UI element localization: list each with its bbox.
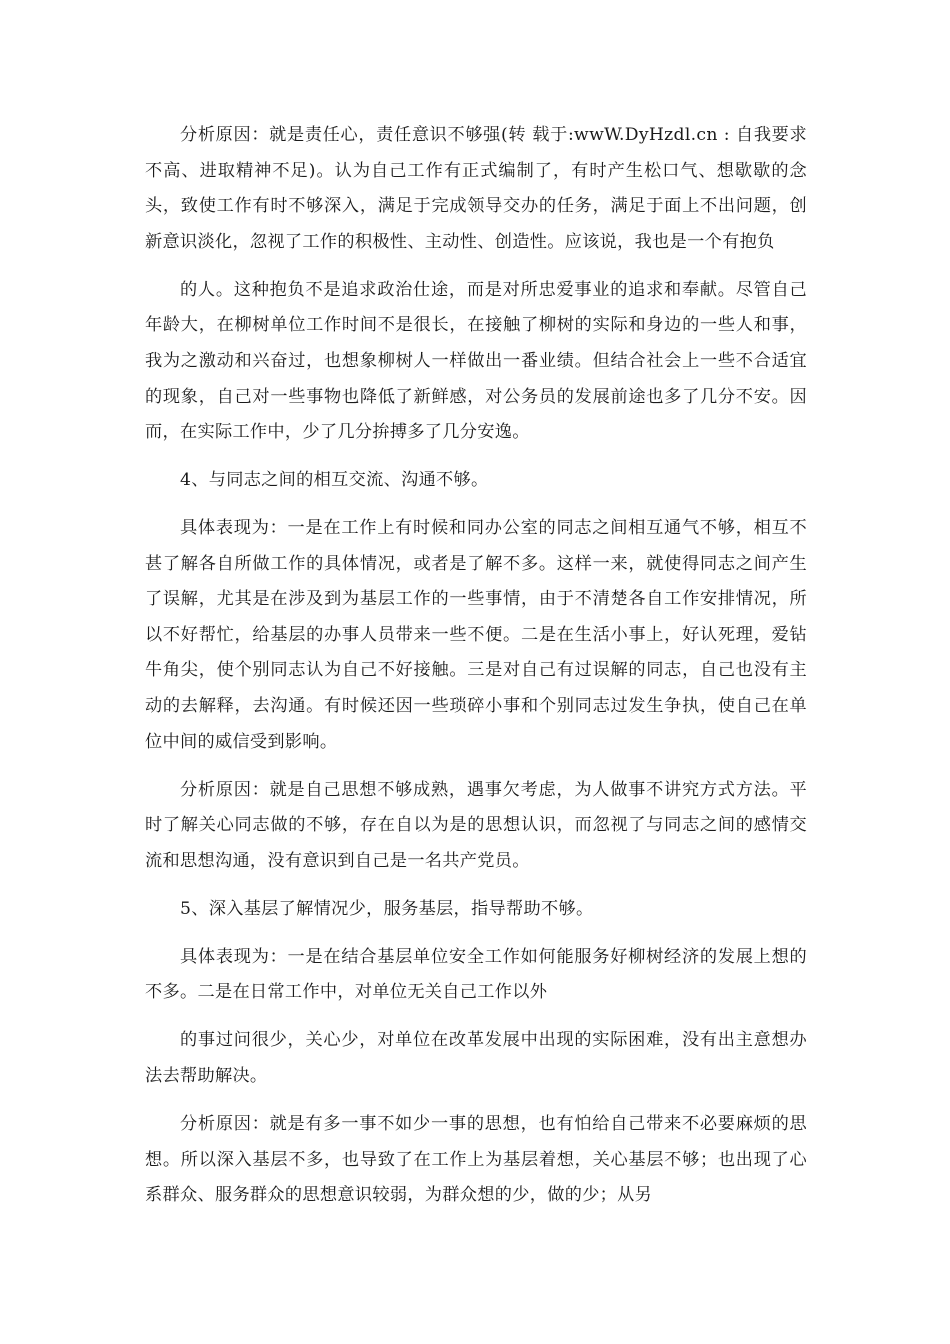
paragraph-communication-details: 具体表现为：一是在工作上有时候和同办公室的同志之间相互通气不够，相互不甚了解各自所做工作的具体情况，或者是了解不多。这样一来，就使得同志之间产生了误解，尤其是在涉及到为基层工作的一些事情，由于不清楚各自工作安排情况，所以不好帮忙，给基层的办事人员带来一些不便。二是在生活小事上，好认死理，爱钻牛角尖，使个别同志认为自己不好接触。三是对自己有过误解的同志，自己也没有主动的去解释，去沟通。有时候还因一些琐碎小事和个别同志过发生争执，使自己在单位中间的威信受到影响。 [145,518,807,752]
paragraph-ambition: 的人。这种抱负不是追求政治仕途，而是对所忠爱事业的追求和奉献。尽管自己年龄大，在柳树单位工作时间不是很长，在接触了柳树的实际和身边的一些人和事，我为之激动和兴奋过，也想象柳树人一样做出一番业绩。但结合社会上一些不合适宜的现象，自己对一些事物也降低了新鲜感，对公务员的发展前途也多了几分不安。因而，在实际工作中，少了几分拚搏多了几分安逸。 [145,279,807,443]
paragraph-analysis-responsibility: 分析原因：就是责任心，责任意识不够强(转 载于:wwW.DyHzdl.cn : 自我要求不高、进取精神不足)。认为自己工作有正式编制了，有时产生松口气、想歇歇的念头，致使工作有时不够深入，满足于完成领导交办的任务，满足于面上不出问题，创新意识淡化，忽视了工作的积极性、主动性、创造性。应该说，我也是一个有抱负 [145,125,807,252]
document-body [145,118,807,1226]
paragraph-grassroots-analysis: 分析原因：就是有多一事不如少一事的思想，也有怕给自己带来不必要麻烦的思想。所以深入基层不多，也导致了在工作上为基层着想，关心基层不够；也出现了心系群众、服务群众的思想意识较弱，为群众想的少，做的少；从另 [145,1113,807,1206]
section-heading-grassroots: 5、深入基层了解情况少，服务基层，指导帮助不够。 [180,898,594,919]
paragraph-grassroots-continued: 的事过问很少，关心少，对单位在改革发展中出现的实际困难，没有出主意想办法去帮助解决。 [145,1030,807,1086]
section-heading-communication: 4、与同志之间的相互交流、沟通不够。 [180,470,489,491]
paragraph-communication-analysis: 分析原因：就是自己思想不够成熟，遇事欠考虑，为人做事不讲究方式方法。平时了解关心同志做的不够，存在自以为是的思想认识，而忽视了与同志之间的感情交流和思想沟通，没有意识到自己是一名共产党员。 [145,779,807,871]
paragraph-grassroots-details: 具体表现为：一是在结合基层单位安全工作如何能服务好柳树经济的发展上想的不多。二是在日常工作中，对单位无关自己工作以外 [145,946,807,1003]
